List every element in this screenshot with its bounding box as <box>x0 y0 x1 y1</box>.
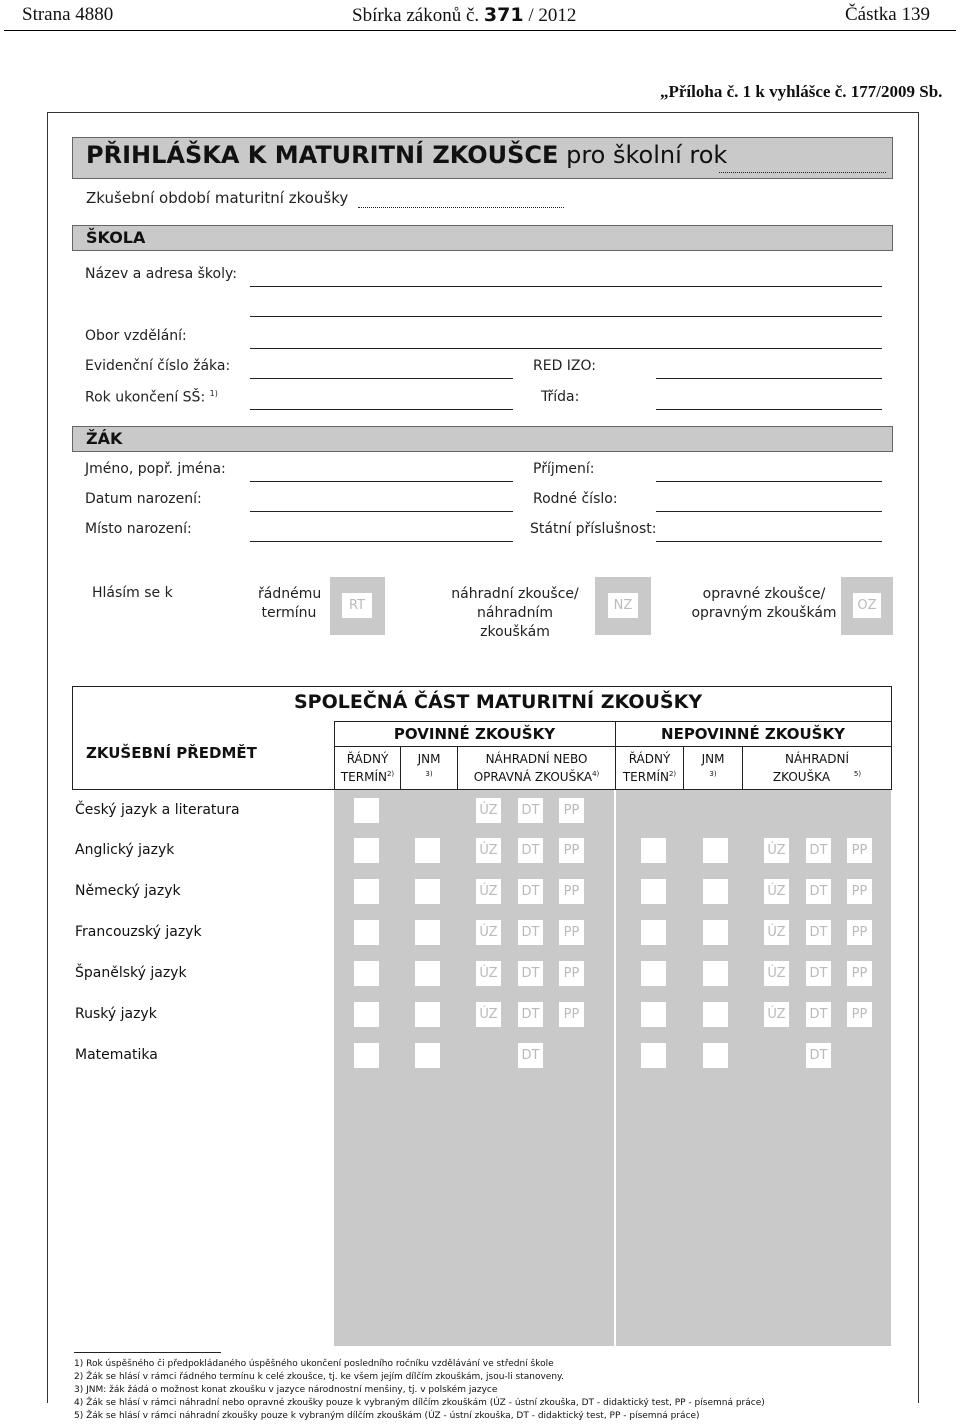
mandatory-dt-checkbox[interactable]: DT <box>518 838 543 863</box>
register-regular-line1: řádnému <box>258 586 322 602</box>
register-substitute-checkbox[interactable]: NZ <box>608 593 638 618</box>
mandatory-pp-checkbox[interactable]: PP <box>559 798 584 823</box>
optional-pp-checkbox[interactable]: PP <box>847 920 872 945</box>
col-subst-o-2 <box>743 767 891 785</box>
red-izo-label: RED IZO: <box>533 358 597 374</box>
finish-year-note: 1) <box>209 389 218 398</box>
optional-regular-checkbox[interactable] <box>641 879 666 904</box>
col-subst-o <box>743 752 891 785</box>
student-no-label: Evidenční číslo žáka: <box>85 358 231 374</box>
col-repair-m-1: NÁHRADNÍ NEBO <box>485 752 588 766</box>
col-regular-o-1: ŘÁDNÝ <box>628 752 671 766</box>
footnote-1: 1) Rok úspěšného či předpokládaného úspěšného ukončení posledního ročníku vzdělávání ve střední škole <box>74 1359 554 1369</box>
header-rule <box>4 30 956 31</box>
col-repair-m-text: OPRAVNÁ ZKOUŠKA <box>473 770 593 784</box>
register-substitute-line2: náhradním zkouškám <box>477 605 553 640</box>
col-repair-m <box>458 752 615 785</box>
col-regular-o-2 <box>616 767 683 785</box>
subject-label: Anglický jazyk <box>75 842 175 858</box>
register-regular-text <box>258 585 320 623</box>
mandatory-pp-checkbox[interactable]: PP <box>559 1002 584 1027</box>
optional-jnm-checkbox[interactable] <box>703 1002 728 1027</box>
birth-place-field[interactable] <box>250 541 513 542</box>
mandatory-uz-checkbox[interactable]: ÚZ <box>476 838 501 863</box>
register-repair-text <box>690 585 838 623</box>
mandatory-regular-checkbox[interactable] <box>354 838 379 863</box>
school-section-title: ŠKOLA <box>86 228 146 247</box>
finish-year-label <box>85 389 218 406</box>
mandatory-jnm-checkbox[interactable] <box>415 961 440 986</box>
footnote-5: 5) Žák se hlásí v rámci náhradní zkoušky pouze k vybraným dílčím zkouškám (ÚZ - ústní zkouška, DT - didaktický test, PP - písemná práce) <box>74 1411 700 1421</box>
mandatory-header: POVINNÉ ZKOUŠKY <box>393 725 556 743</box>
finish-year-text: Rok ukončení SŠ: <box>85 389 206 406</box>
mandatory-dt-checkbox[interactable]: DT <box>518 1002 543 1027</box>
exam-table-title: SPOLEČNÁ ČÁST MATURITNÍ ZKOUŠKY <box>294 691 703 713</box>
subject-label: Španělský jazyk <box>75 965 187 981</box>
student-section-title: ŽÁK <box>86 429 123 448</box>
mandatory-uz-checkbox[interactable]: ÚZ <box>476 920 501 945</box>
col-regular-m <box>335 752 400 785</box>
student-section-bar <box>72 426 893 452</box>
mandatory-regular-checkbox[interactable] <box>354 920 379 945</box>
school-address-field[interactable] <box>250 316 882 317</box>
footnote-2: 2) Žák se hlásí v rámci řádného termínu k celé zkoušce, tj. ke všem jejím dílčím zkouškám, jsou-li stanoveny. <box>74 1372 564 1382</box>
register-repair-line1: opravné zkoušce/ <box>702 586 826 602</box>
note-2-m: 2) <box>386 770 395 778</box>
mandatory-regular-checkbox[interactable] <box>354 1002 379 1027</box>
mandatory-pp-checkbox[interactable]: PP <box>559 838 584 863</box>
optional-pp-checkbox[interactable]: PP <box>847 1002 872 1027</box>
optional-regular-checkbox[interactable] <box>641 1002 666 1027</box>
register-regular-line2: termínu <box>261 605 317 621</box>
subject-label: Matematika <box>75 1047 158 1063</box>
col-regular-o-text: TERMÍN <box>622 770 669 784</box>
optional-uz-checkbox[interactable]: ÚZ <box>764 1002 789 1027</box>
optional-jnm-checkbox[interactable] <box>703 920 728 945</box>
school-year-field[interactable] <box>719 172 886 173</box>
form-title-bold: PŘIHLÁŠKA K MATURITNÍ ZKOUŠCE <box>86 141 559 169</box>
mandatory-jnm-checkbox[interactable] <box>415 920 440 945</box>
optional-pp-checkbox[interactable]: PP <box>847 879 872 904</box>
birth-place-label: Místo narození: <box>85 521 192 537</box>
mandatory-regular-checkbox[interactable] <box>354 879 379 904</box>
col-repair-m-2 <box>458 767 615 785</box>
mandatory-jnm-checkbox[interactable] <box>415 879 440 904</box>
form-title-rest: pro školní rok <box>566 141 728 169</box>
birth-date-label: Datum narození: <box>85 491 202 507</box>
optional-uz-checkbox[interactable]: ÚZ <box>764 879 789 904</box>
citizenship-field[interactable] <box>656 541 882 542</box>
col-jnm-o-1: JNM <box>701 752 725 766</box>
register-regular-box <box>330 577 385 635</box>
col-jnm-o <box>684 752 742 782</box>
mandatory-pp-checkbox[interactable]: PP <box>559 920 584 945</box>
collection-number: 371 <box>483 4 524 26</box>
subject-label: Francouzský jazyk <box>75 924 202 940</box>
register-label: Hlásím se k <box>92 585 173 601</box>
part-number: Částka 139 <box>845 4 930 25</box>
optional-pp-checkbox[interactable]: PP <box>847 961 872 986</box>
subject-label: Český jazyk a literatura <box>75 802 240 818</box>
optional-uz-checkbox[interactable]: ÚZ <box>764 838 789 863</box>
student-no-field[interactable] <box>250 378 513 379</box>
col-regular-m-text: TERMÍN <box>340 770 387 784</box>
optional-dt-checkbox[interactable]: DT <box>806 879 831 904</box>
register-substitute-line1: náhradní zkoušce/ <box>451 586 579 602</box>
birth-date-field[interactable] <box>250 511 513 512</box>
first-name-field[interactable] <box>250 481 513 482</box>
optional-header: NEPOVINNÉ ZKOUŠKY <box>661 725 845 743</box>
collection-title <box>352 4 576 27</box>
school-name-label: Název a adresa školy: <box>85 266 237 282</box>
optional-jnm-checkbox[interactable] <box>703 961 728 986</box>
school-name-field[interactable] <box>250 286 882 287</box>
mandatory-dt-checkbox[interactable]: DT <box>518 1043 543 1068</box>
subject-label: Německý jazyk <box>75 883 181 899</box>
page-number: Strana 4880 <box>22 4 114 25</box>
mandatory-uz-checkbox[interactable]: ÚZ <box>476 879 501 904</box>
mandatory-column-area <box>334 790 614 1346</box>
period-label: Zkušební období maturitní zkoušky <box>86 189 349 207</box>
mandatory-dt-checkbox[interactable]: DT <box>518 920 543 945</box>
register-regular-checkbox[interactable]: RT <box>342 593 372 618</box>
optional-regular-checkbox[interactable] <box>641 961 666 986</box>
register-repair-box <box>841 577 893 635</box>
col-regular-m-1: ŘÁDNÝ <box>346 752 389 766</box>
optional-pp-checkbox[interactable]: PP <box>847 838 872 863</box>
collection-label: Sbírka zákonů č. <box>352 5 480 26</box>
header-rule-2 <box>334 746 891 747</box>
col-regular-o <box>616 752 683 785</box>
period-field[interactable] <box>358 207 564 208</box>
footnote-3: 3) JNM: žák žádá o možnost konat zkoušku v jazyce národnostní menšiny, tj. v polském jazyce <box>74 1385 498 1395</box>
optional-dt-checkbox[interactable]: DT <box>806 920 831 945</box>
mandatory-regular-checkbox[interactable] <box>354 1043 379 1068</box>
mandatory-regular-checkbox[interactable] <box>354 798 379 823</box>
optional-jnm-checkbox[interactable] <box>703 1043 728 1068</box>
optional-jnm-checkbox[interactable] <box>703 838 728 863</box>
citizenship-label: Státní příslušnost: <box>530 521 657 537</box>
col-subst-o-text: ZKOUŠKA <box>772 770 831 784</box>
col-subst-o-1: NÁHRADNÍ <box>784 752 850 766</box>
optional-uz-checkbox[interactable]: ÚZ <box>764 920 789 945</box>
field-label: Obor vzdělání: <box>85 328 187 344</box>
col-jnm-m-1: JNM <box>417 752 441 766</box>
subject-header: ZKUŠEBNÍ PŘEDMĚT <box>86 744 257 762</box>
mandatory-pp-checkbox[interactable]: PP <box>559 961 584 986</box>
optional-dt-checkbox[interactable]: DT <box>806 838 831 863</box>
form-title <box>86 141 727 169</box>
optional-dt-checkbox[interactable]: DT <box>806 1002 831 1027</box>
note-2-o: 2) <box>668 770 677 778</box>
register-substitute-box <box>595 577 651 635</box>
col-regular-m-2 <box>335 767 400 785</box>
mandatory-regular-checkbox[interactable] <box>354 961 379 986</box>
note-3-m: 3) <box>425 770 433 778</box>
annex-label: „Příloha č. 1 k vyhlášce č. 177/2009 Sb. <box>660 82 943 101</box>
subject-label: Ruský jazyk <box>75 1006 157 1022</box>
mandatory-dt-checkbox[interactable]: DT <box>518 961 543 986</box>
school-section-bar <box>72 225 893 251</box>
mandatory-jnm-checkbox[interactable] <box>415 838 440 863</box>
class-label: Třída: <box>541 389 580 405</box>
finish-year-field[interactable] <box>250 409 513 410</box>
footnote-rule <box>74 1352 221 1353</box>
birth-no-label: Rodné číslo: <box>533 491 618 507</box>
optional-column-area <box>616 790 891 1346</box>
note-5: 5) <box>853 770 862 778</box>
collection-year: / 2012 <box>528 5 577 26</box>
field-field[interactable] <box>250 348 882 349</box>
note-4: 4) <box>592 770 600 778</box>
footnote-4: 4) Žák se hlásí v rámci náhradní nebo opravné zkoušky pouze k vybraným dílčím zkouškám (ÚZ - ústní zkouška, DT - didaktický test, PP - písemná práce) <box>74 1398 765 1408</box>
optional-dt-checkbox[interactable]: DT <box>806 961 831 986</box>
register-substitute-text <box>440 585 590 642</box>
optional-regular-checkbox[interactable] <box>641 838 666 863</box>
optional-jnm-checkbox[interactable] <box>703 879 728 904</box>
red-izo-field[interactable] <box>656 378 882 379</box>
col-jnm-m <box>401 752 457 782</box>
mandatory-jnm-checkbox[interactable] <box>415 1043 440 1068</box>
surname-label: Příjmení: <box>533 461 595 477</box>
optional-regular-checkbox[interactable] <box>641 920 666 945</box>
class-field[interactable] <box>656 409 882 410</box>
register-repair-line2: opravným zkouškám <box>691 605 837 621</box>
mandatory-pp-checkbox[interactable]: PP <box>559 879 584 904</box>
mandatory-dt-checkbox[interactable]: DT <box>518 879 543 904</box>
mandatory-dt-checkbox[interactable]: DT <box>518 798 543 823</box>
optional-regular-checkbox[interactable] <box>641 1043 666 1068</box>
register-repair-checkbox[interactable]: OZ <box>853 593 881 618</box>
mandatory-jnm-checkbox[interactable] <box>415 1002 440 1027</box>
birth-no-field[interactable] <box>656 511 882 512</box>
surname-field[interactable] <box>656 481 882 482</box>
note-3-o: 3) <box>709 770 717 778</box>
header-rule-1 <box>334 721 891 722</box>
optional-uz-checkbox[interactable]: ÚZ <box>764 961 789 986</box>
optional-dt-checkbox[interactable]: DT <box>806 1043 831 1068</box>
mandatory-uz-checkbox[interactable]: ÚZ <box>476 798 501 823</box>
first-name-label: Jméno, popř. jména: <box>85 461 226 477</box>
mandatory-uz-checkbox[interactable]: ÚZ <box>476 1002 501 1027</box>
mandatory-uz-checkbox[interactable]: ÚZ <box>476 961 501 986</box>
